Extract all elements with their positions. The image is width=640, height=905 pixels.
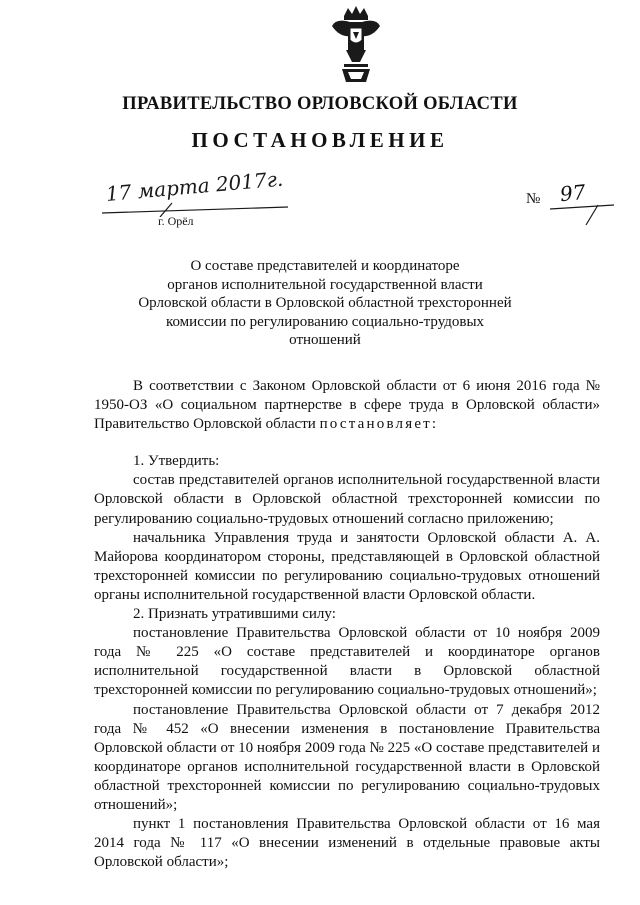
item2-paragraph-c: пункт 1 постановления Правительства Орловской области от 16 мая 2014 года № 117 «О внесении изменений в отдельные правовые акты Орловской области»;: [94, 816, 600, 871]
date-underline: [100, 193, 290, 217]
item2-paragraph-b: постановление Правительства Орловской области от 7 декабря 2012 года № 452 «О внесении изменения в постановление Правительства Орловской области от 10 ноября 2009 года № 225 «О составе представителей и координаторе органов исполнительной государственной власти в Орловской областной трехсторонней комиссии по регулированию социально-трудовых отношений»;: [94, 701, 600, 813]
item1-paragraph-a: состав представителей органов исполнительной государственной власти Орловской области в Орловской областной трехсторонней комиссии по регулированию социально-трудовых отношений согласно приложению;: [94, 472, 600, 527]
item1-heading: 1. Утвердить:: [133, 453, 220, 470]
item2-paragraph-a: постановление Правительства Орловской области от 10 ноября 2009 года № 225 «О составе представителей и координаторе органов исполнительной государственной власти в Орловской областной трехсторонней комиссии по регулированию социально-трудовых отношений»;: [94, 625, 600, 699]
coat-of-arms-emblem-icon: [330, 6, 382, 86]
handwritten-date: 17 марта 2017г.: [104, 166, 285, 206]
decree-title: [130, 257, 520, 350]
item2-heading: 2. Признать утратившими силу:: [133, 606, 336, 623]
document-body: [94, 377, 600, 872]
document-type: ПОСТАНОВЛЕНИЕ: [191, 128, 449, 152]
item1-paragraph-b: начальника Управления труда и занятости Орловской области А. А. Майорова координатором стороны, представляющей в Орловской областной трехсторонней комиссии по регулированию социально-трудовых отношений органы исполнительной государственной власти Орловской области.: [94, 529, 600, 603]
handwritten-number: 97: [558, 179, 587, 207]
title-line: О составе представителей и координаторе: [190, 258, 460, 274]
title-line: комиссии по регулированию социально-трудовых: [165, 313, 485, 330]
intro-text: В соответствии с Законом Орловской области от 6 июня 2016 года № 1950-ОЗ «О социальном партнерстве в сфере труда в Орловской области» Правительство Орловской области: [94, 378, 600, 433]
title-line: отношений: [289, 332, 361, 349]
government-name: ПРАВИТЕЛЬСТВО ОРЛОВСКОЙ ОБЛАСТИ: [122, 94, 518, 114]
intro-verb: постановляет:: [319, 416, 439, 433]
title-line: органов исполнительной государственной власти: [167, 276, 483, 293]
number-underline: [548, 197, 618, 227]
intro-paragraph: [94, 377, 600, 434]
city-label: г. Орёл: [158, 214, 194, 228]
title-line: Орловской области в Орловской областной трехсторонней: [138, 295, 512, 312]
number-label: №: [526, 191, 541, 207]
